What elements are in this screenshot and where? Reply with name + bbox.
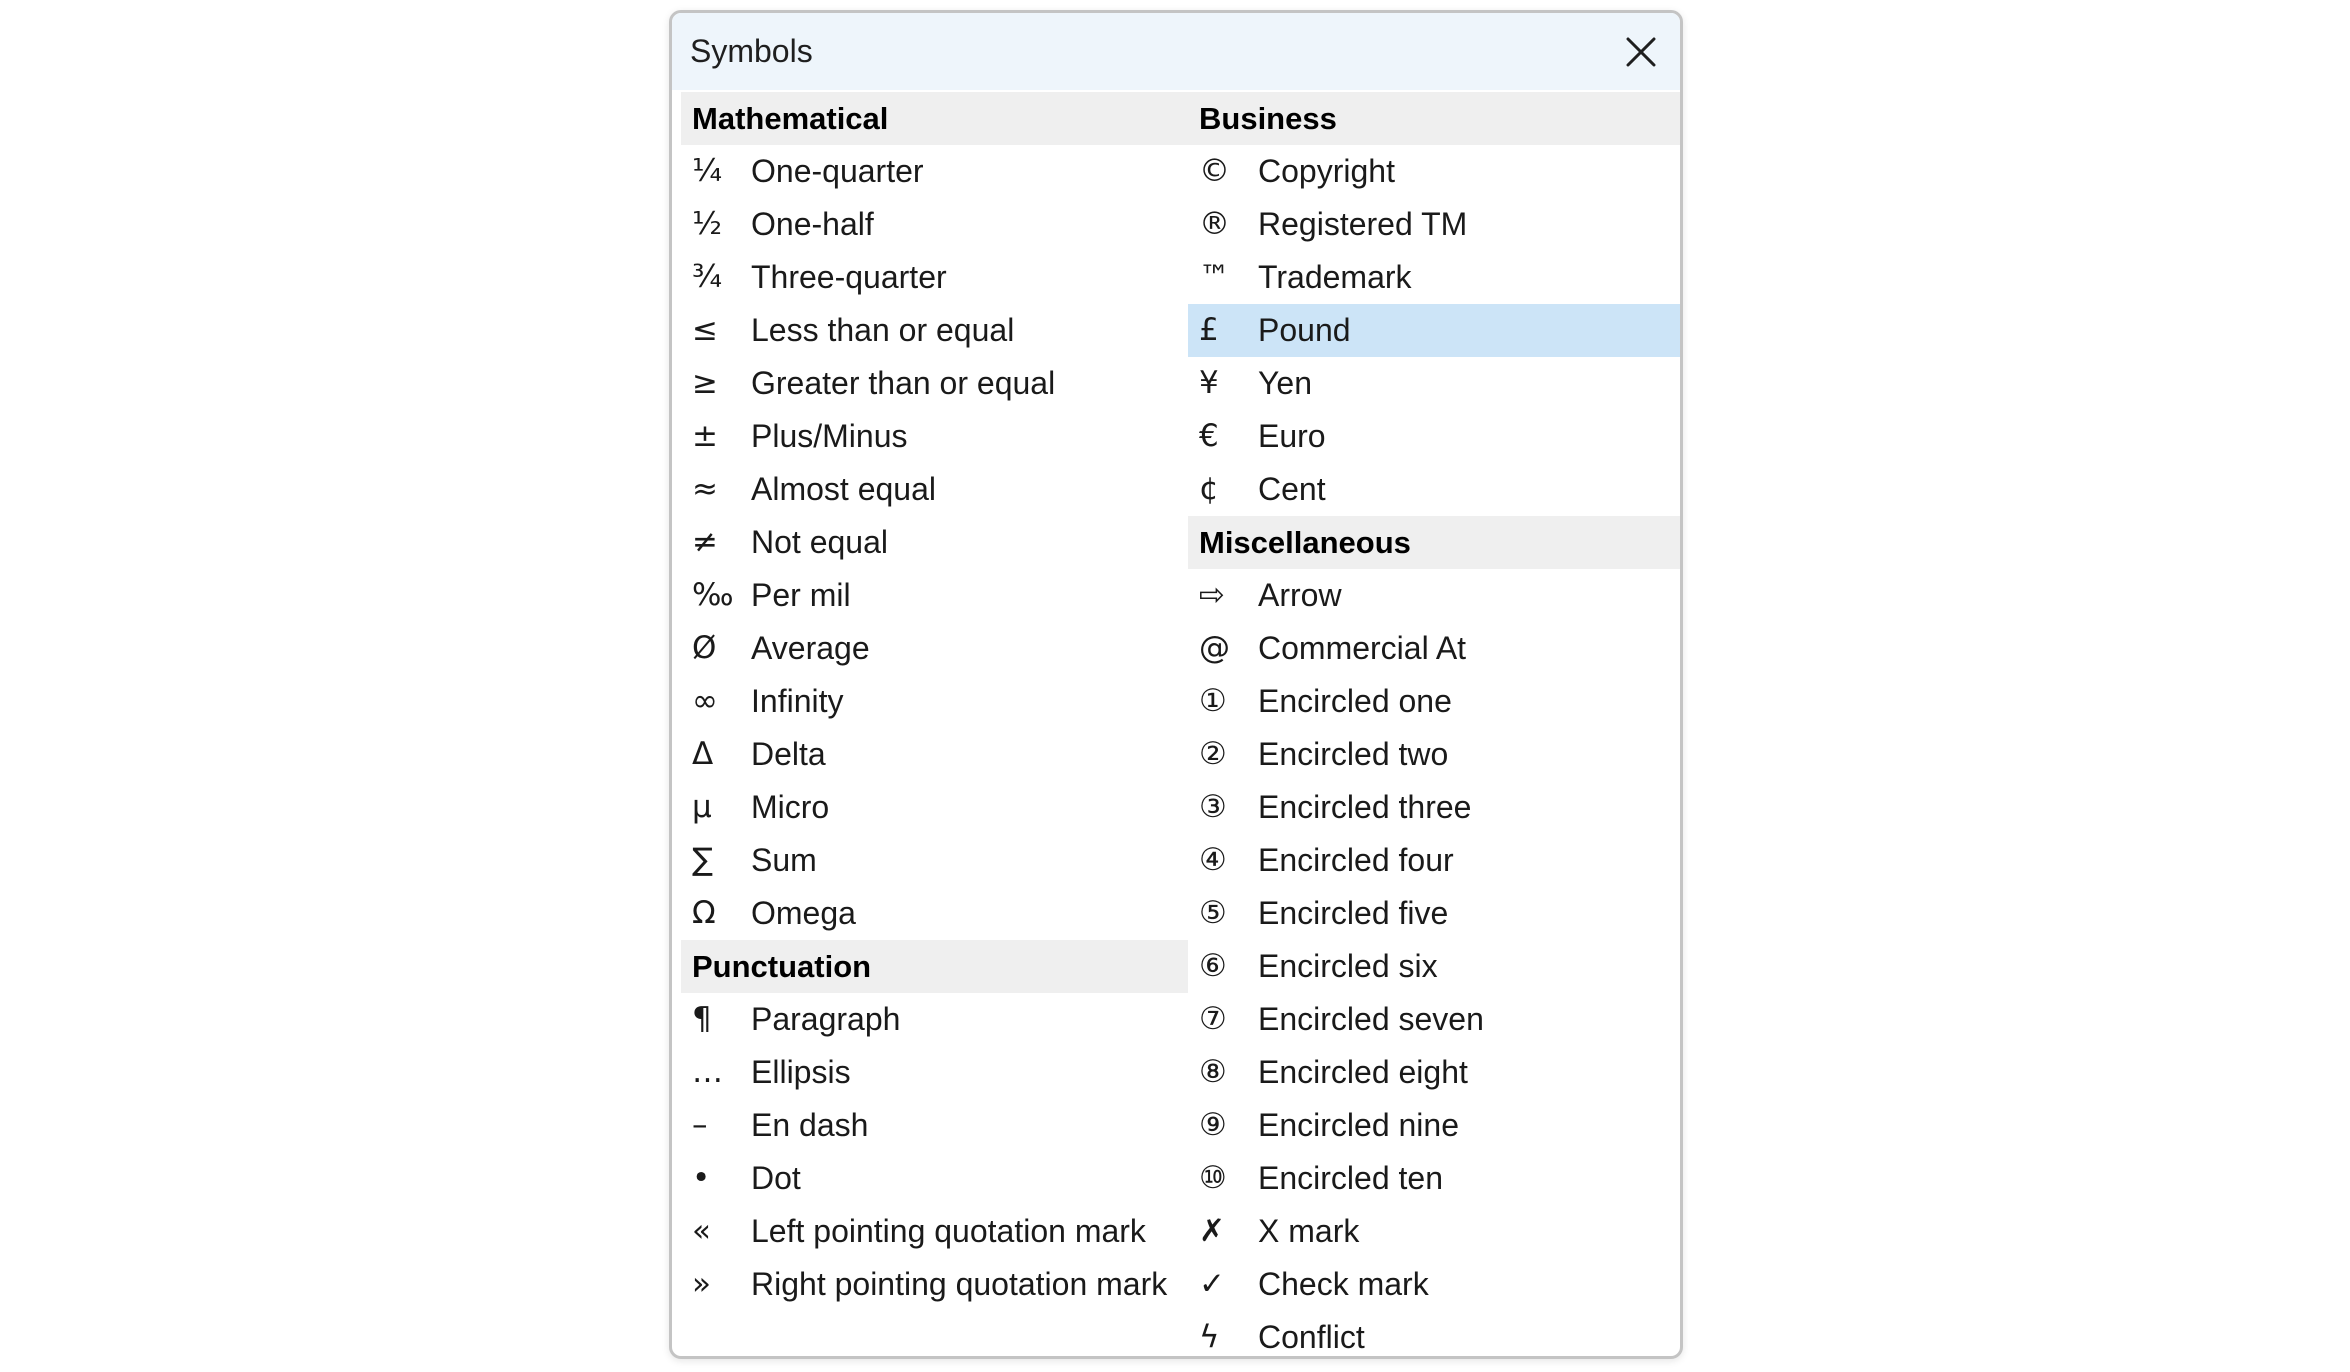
symbol-item[interactable] [681, 675, 1188, 728]
symbol-glyph: ⑨ [1199, 1107, 1227, 1143]
symbol-glyph: … [692, 1054, 723, 1090]
symbol-item[interactable] [681, 1099, 1188, 1152]
symbol-glyph: € [1199, 418, 1219, 454]
symbols-dialog [669, 10, 1683, 1359]
symbol-label: Check mark [1258, 1266, 1429, 1302]
symbol-label: Micro [751, 789, 830, 825]
section-list-business [1188, 145, 1683, 516]
symbol-label: One-half [751, 206, 874, 242]
symbol-item[interactable] [681, 728, 1188, 781]
symbol-label: Paragraph [751, 1001, 901, 1037]
symbol-glyph: « [692, 1213, 711, 1249]
symbol-glyph: Ω [692, 895, 716, 931]
symbol-label: Delta [751, 736, 826, 772]
symbol-label: Infinity [751, 683, 844, 719]
symbol-item[interactable] [681, 410, 1188, 463]
symbol-item[interactable] [681, 1258, 1188, 1311]
symbol-item[interactable] [1188, 728, 1683, 781]
left-column [681, 92, 1188, 1311]
symbol-label: Encircled two [1258, 736, 1449, 772]
symbol-label: Encircled four [1258, 842, 1454, 878]
symbol-label: Dot [751, 1160, 801, 1196]
symbol-label: Not equal [751, 524, 888, 560]
symbol-label: Three-quarter [751, 259, 947, 295]
symbol-item[interactable] [1188, 569, 1683, 622]
symbol-label: Pound [1258, 312, 1351, 348]
symbol-item[interactable] [1188, 1258, 1683, 1311]
symbol-label: Registered TM [1258, 206, 1468, 242]
symbol-glyph: ④ [1199, 842, 1227, 878]
symbol-label: Less than or equal [751, 312, 1015, 348]
symbol-label: En dash [751, 1107, 869, 1143]
symbol-label: Trademark [1258, 259, 1412, 295]
symbol-glyph: Δ [692, 736, 714, 772]
symbol-glyph: @ [1199, 630, 1230, 666]
symbol-glyph: ≠ [692, 524, 718, 560]
symbol-item[interactable] [681, 198, 1188, 251]
symbol-item[interactable] [1188, 463, 1683, 516]
right-column [1188, 92, 1683, 1359]
symbol-label: Right pointing quotation mark [751, 1266, 1168, 1302]
symbol-item[interactable] [1188, 622, 1683, 675]
symbol-glyph: £ [1199, 312, 1219, 348]
symbol-glyph: µ [692, 789, 712, 825]
symbol-glyph: ¶ [692, 1001, 712, 1037]
symbol-label: Encircled three [1258, 789, 1472, 825]
symbol-item[interactable] [1188, 675, 1683, 728]
symbol-glyph: ‰ [692, 577, 734, 613]
symbol-glyph: • [692, 1160, 711, 1196]
symbol-item[interactable] [1188, 1099, 1683, 1152]
section-header-mathematical: Mathematical [681, 92, 1188, 145]
symbol-item[interactable] [681, 993, 1188, 1046]
symbol-item[interactable] [681, 569, 1188, 622]
symbol-item[interactable] [681, 304, 1188, 357]
symbol-label: Almost equal [751, 471, 936, 507]
symbol-label: Sum [751, 842, 817, 878]
symbol-label: Encircled six [1258, 948, 1438, 984]
symbol-label: Ellipsis [751, 1054, 851, 1090]
symbol-label: Encircled five [1258, 895, 1449, 931]
symbol-item[interactable] [1188, 357, 1683, 410]
symbol-item[interactable] [1188, 304, 1683, 357]
symbol-glyph: ¾ [692, 259, 723, 295]
symbol-glyph: ⇨ [1199, 577, 1225, 613]
symbol-item[interactable] [681, 145, 1188, 198]
section-list-miscellaneous [1188, 569, 1683, 1359]
symbol-glyph: © [1199, 153, 1230, 189]
symbol-glyph: ⑦ [1199, 1001, 1227, 1037]
symbol-item[interactable] [681, 1046, 1188, 1099]
symbol-item[interactable] [681, 1152, 1188, 1205]
symbol-item[interactable] [1188, 993, 1683, 1046]
symbol-label: Encircled eight [1258, 1054, 1468, 1090]
symbol-item[interactable] [1188, 781, 1683, 834]
symbol-item[interactable] [681, 463, 1188, 516]
symbol-label: Encircled ten [1258, 1160, 1443, 1196]
symbol-label: Yen [1258, 365, 1312, 401]
symbol-item[interactable] [1188, 1205, 1683, 1258]
section-list-punctuation [681, 993, 1188, 1311]
symbol-label: Encircled nine [1258, 1107, 1459, 1143]
symbol-item[interactable] [1188, 251, 1683, 304]
symbol-label: Greater than or equal [751, 365, 1056, 401]
section-header-punctuation: Punctuation [681, 940, 1188, 993]
symbol-label: X mark [1258, 1213, 1360, 1249]
symbol-glyph: ③ [1199, 789, 1227, 825]
symbol-glyph: ∞ [692, 683, 718, 719]
symbol-item[interactable] [1188, 834, 1683, 887]
symbol-glyph: ① [1199, 683, 1227, 719]
symbol-glyph: ± [692, 418, 718, 454]
symbol-glyph: ½ [692, 206, 723, 242]
symbol-item[interactable] [681, 516, 1188, 569]
symbol-label: Encircled seven [1258, 1001, 1484, 1037]
symbol-label: Plus/Minus [751, 418, 908, 454]
section-header-miscellaneous: Miscellaneous [1188, 516, 1683, 569]
symbol-glyph: ¥ [1199, 365, 1219, 401]
symbol-item[interactable] [1188, 940, 1683, 993]
symbol-item[interactable] [681, 622, 1188, 675]
title-bar [672, 13, 1680, 90]
symbol-item[interactable] [1188, 198, 1683, 251]
symbol-label: Conflict [1258, 1319, 1365, 1355]
symbol-label: One-quarter [751, 153, 924, 189]
symbol-item[interactable] [681, 834, 1188, 887]
symbol-glyph: ⑥ [1199, 948, 1227, 984]
symbol-glyph: ® [1199, 206, 1230, 242]
symbol-glyph: ② [1199, 736, 1227, 772]
symbol-glyph: ≤ [692, 312, 718, 348]
symbol-item[interactable] [681, 887, 1188, 940]
symbol-label: Copyright [1258, 153, 1395, 189]
symbol-item[interactable] [681, 1205, 1188, 1258]
symbol-item[interactable] [1188, 145, 1683, 198]
symbol-glyph: ∑ [692, 842, 713, 878]
symbol-label: Omega [751, 895, 856, 931]
symbol-glyph: ⑤ [1199, 895, 1227, 931]
symbol-glyph: ¢ [1199, 471, 1219, 507]
symbol-glyph: ¼ [692, 153, 723, 189]
symbol-label: Per mil [751, 577, 851, 613]
symbol-glyph: Ø [692, 630, 717, 666]
symbol-glyph: ✓ [1199, 1266, 1225, 1302]
symbol-label: Encircled one [1258, 683, 1452, 719]
dialog-title: Symbols [690, 33, 813, 69]
symbol-glyph: ™ [1199, 259, 1230, 295]
symbol-item[interactable] [681, 251, 1188, 304]
symbol-label: Left pointing quotation mark [751, 1213, 1146, 1249]
symbol-glyph: – [692, 1107, 708, 1143]
close-button[interactable] [1624, 35, 1658, 69]
symbol-glyph: ≥ [692, 365, 718, 401]
symbol-glyph: ✗ [1199, 1213, 1225, 1249]
symbol-glyph: ϟ [1199, 1319, 1220, 1355]
section-list-mathematical [681, 145, 1188, 940]
symbol-glyph: ≈ [692, 471, 718, 507]
symbol-label: Commercial At [1258, 630, 1467, 666]
symbol-glyph: ⑧ [1199, 1054, 1227, 1090]
symbol-label: Euro [1258, 418, 1326, 454]
symbol-item[interactable] [1188, 410, 1683, 463]
symbol-item[interactable] [1188, 1152, 1683, 1205]
symbol-glyph: » [692, 1266, 711, 1302]
symbol-item[interactable] [1188, 887, 1683, 940]
symbol-item[interactable] [1188, 1046, 1683, 1099]
symbol-item[interactable] [681, 357, 1188, 410]
symbol-glyph: ⑩ [1199, 1160, 1227, 1196]
symbol-label: Average [751, 630, 870, 666]
close-icon [1624, 35, 1658, 69]
symbol-label: Arrow [1258, 577, 1342, 613]
symbol-item[interactable] [1188, 1311, 1683, 1359]
symbol-label: Cent [1258, 471, 1326, 507]
symbol-item[interactable] [681, 781, 1188, 834]
section-header-business: Business [1188, 92, 1683, 145]
